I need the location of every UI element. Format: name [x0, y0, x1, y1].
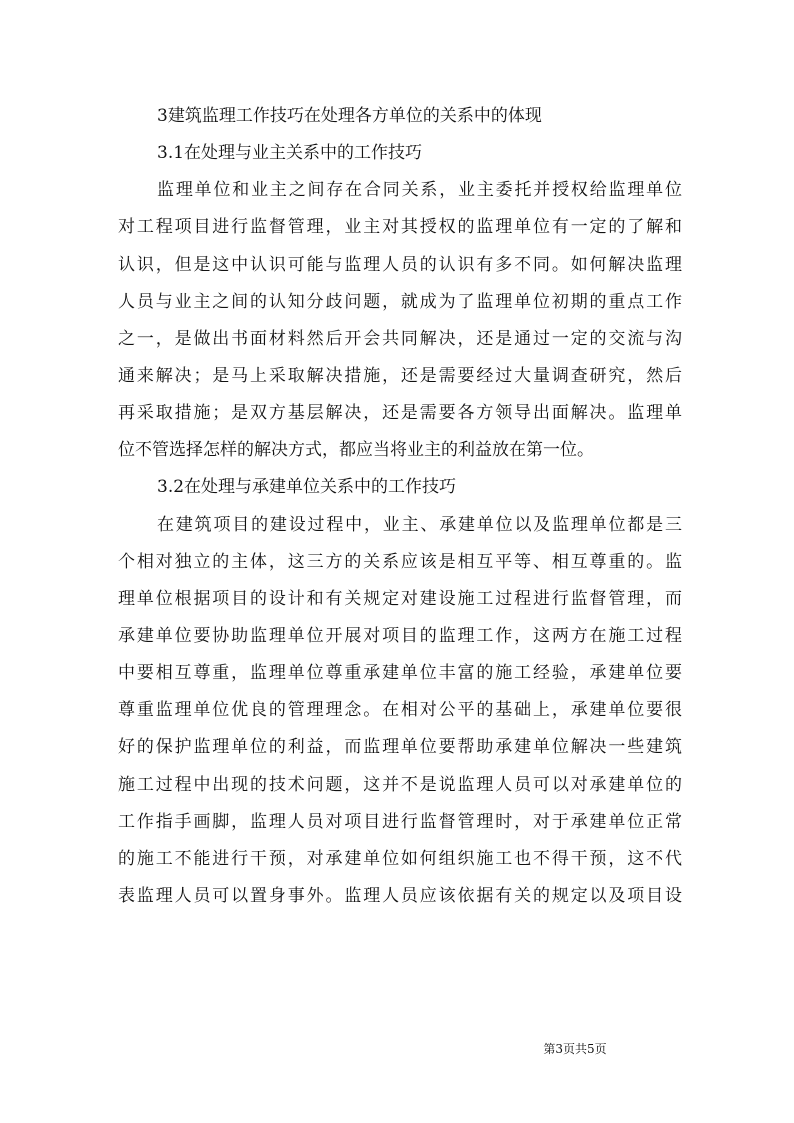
page-number: 第3页共5页 — [543, 1042, 607, 1056]
document-body — [118, 98, 682, 915]
paragraph-1 — [118, 172, 682, 469]
paragraph-line: 的施工不能进行干预，对承建单位如何组织施工也不得干预，这不代 — [118, 848, 682, 869]
paragraph-line: 尊重监理单位优良的管理理念。在相对公平的基础上，承建单位要很 — [118, 700, 682, 721]
paragraph-line: 理单位根据项目的设计和有关规定对建设施工过程进行监督管理，而 — [118, 588, 682, 609]
paragraph-line: 再采取措施；是双方基层解决，还是需要各方领导出面解决。监理单 — [118, 403, 682, 424]
paragraph-2 — [118, 507, 682, 916]
page-footer — [0, 1040, 794, 1058]
subsection-heading-3-1: 3.1在处理与业主关系中的工作技巧 — [157, 143, 423, 164]
section-heading-3: 3建筑监理工作技巧在处理各方单位的关系中的体现 — [157, 106, 542, 126]
paragraph-line: 工作指手画脚，监理人员对项目进行监督管理时，对于承建单位正常 — [118, 811, 682, 832]
paragraph-line: 好的保护监理单位的利益，而监理单位要帮助承建单位解决一些建筑 — [118, 737, 682, 758]
paragraph-line: 中要相互尊重，监理单位尊重承建单位丰富的施工经验，承建单位要 — [118, 663, 682, 684]
subsection-heading-3-2: 3.2在处理与承建单位关系中的工作技巧 — [157, 477, 457, 498]
paragraph-line: 在建筑项目的建设过程中，业主、承建单位以及监理单位都是三 — [157, 514, 682, 535]
paragraph-line: 个相对独立的主体，这三方的关系应该是相互平等、相互尊重的。监 — [118, 551, 682, 572]
paragraph-line: 认识，但是这中认识可能与监理人员的认识有多不同。如何解决监理 — [118, 254, 682, 275]
paragraph-line: 承建单位要协助监理单位开展对项目的监理工作，这两方在施工过程 — [118, 625, 682, 646]
paragraph-line: 监理单位和业主之间存在合同关系，业主委托并授权给监理单位 — [157, 180, 682, 201]
paragraph-line: 通来解决；是马上采取解决措施，还是需要经过大量调查研究，然后 — [118, 365, 682, 386]
paragraph-line: 之一，是做出书面材料然后开会共同解决，还是通过一定的交流与沟 — [118, 328, 682, 349]
paragraph-line: 位不管选择怎样的解决方式，都应当将业主的利益放在第一位。 — [118, 440, 594, 461]
paragraph-line: 人员与业主之间的认知分歧问题，就成为了监理单位初期的重点工作 — [118, 291, 682, 312]
paragraph-line: 表监理人员可以置身事外。监理人员应该依据有关的规定以及项目设 — [118, 885, 682, 906]
paragraph-line: 对工程项目进行监督管理，业主对其授权的监理单位有一定的了解和 — [118, 217, 682, 238]
paragraph-line: 施工过程中出现的技术问题，这并不是说监理人员可以对承建单位的 — [118, 774, 682, 795]
